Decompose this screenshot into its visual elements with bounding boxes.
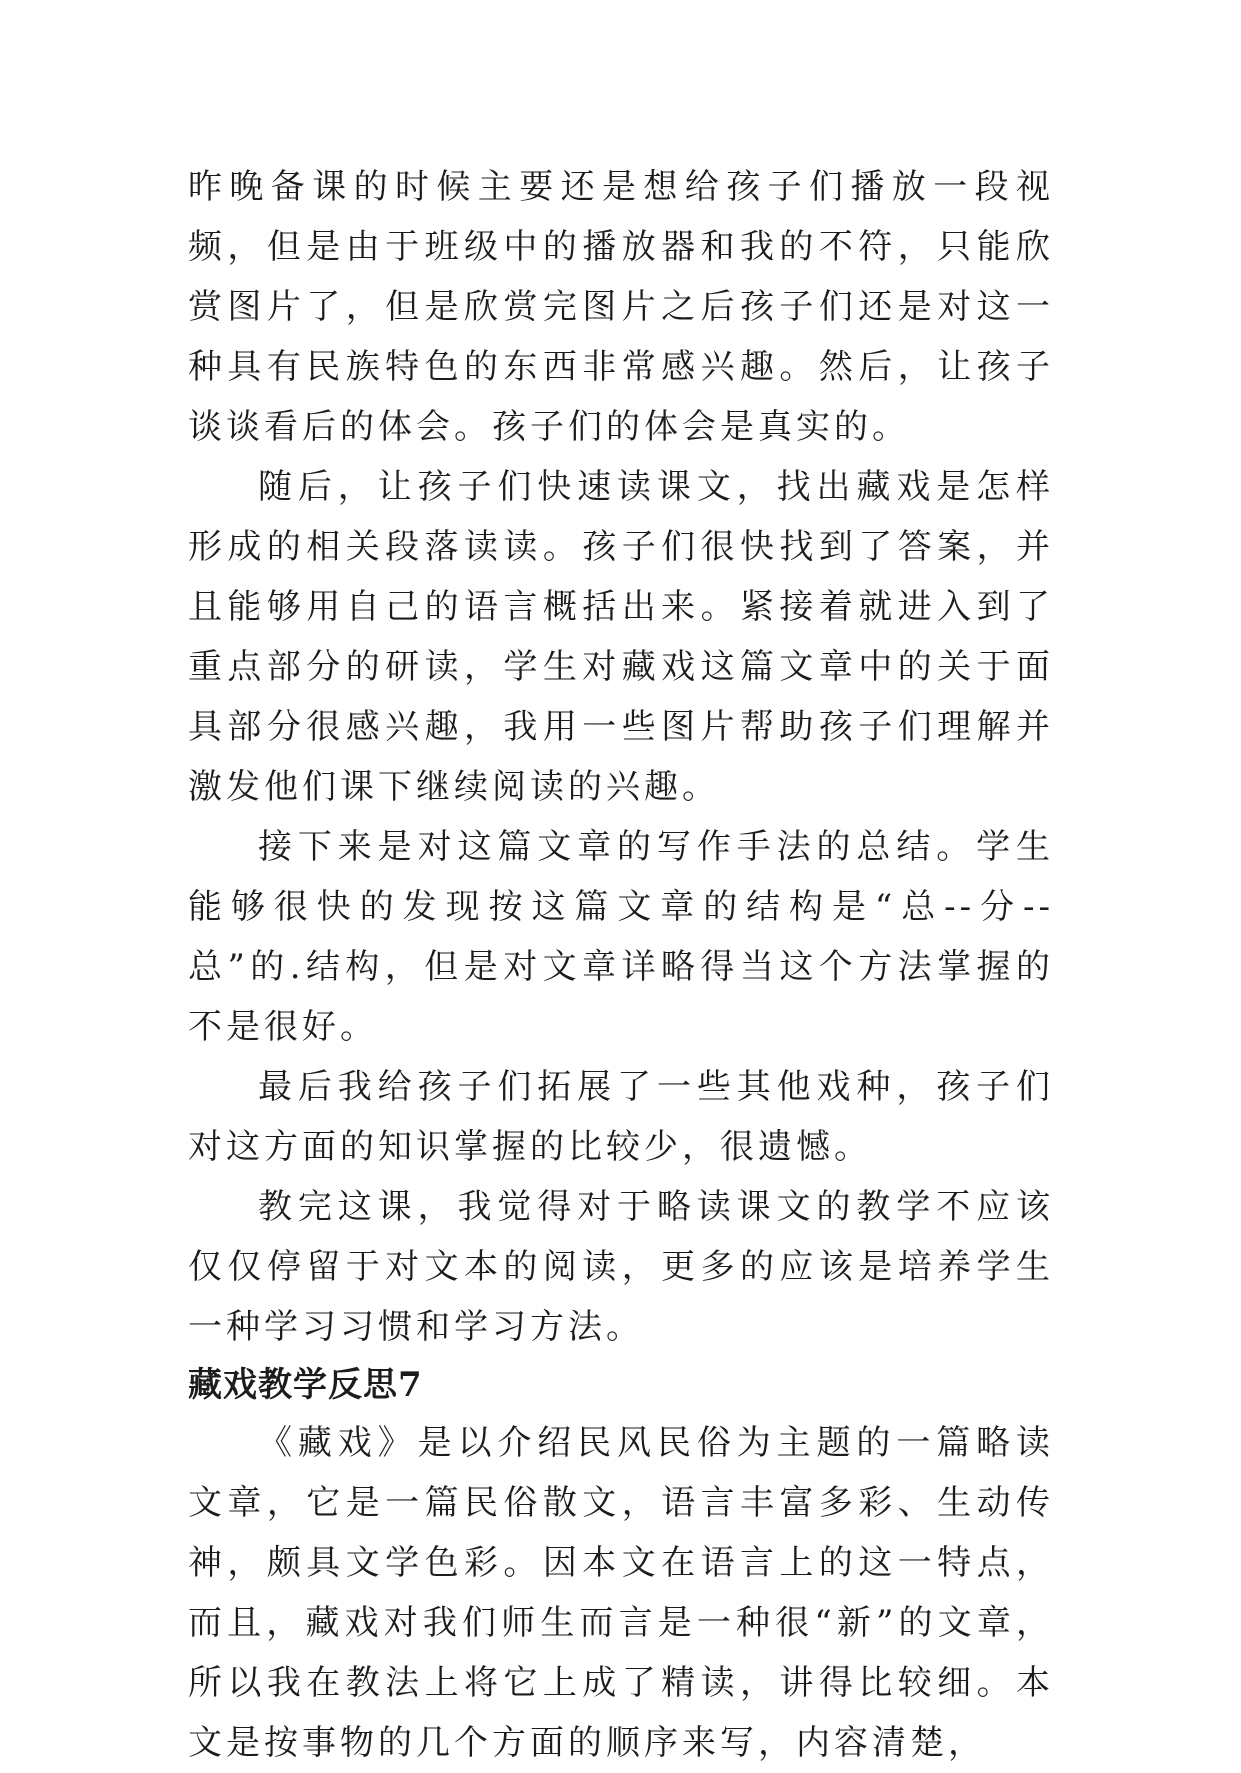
- paragraph: 《藏戏》是以介绍民风民俗为主题的一篇略读文章，它是一篇民俗散文，语言丰富多彩、生动传神，颇具文学色彩。因本文在语言上的这一特点，而且，藏戏对我们师生而言是一种很“新”的文章，所以我在教法上将它上成了精读，讲得比较细。本文是按事物的几个方面的顺序来写，内容清楚，: [188, 1423, 1054, 1763]
- document-body: [188, 157, 1054, 1773]
- paragraph: 最后我给孩子们拓展了一些其他戏种，孩子们对这方面的知识掌握的比较少，很遗憾。: [188, 1067, 1054, 1167]
- paragraph: 随后，让孩子们快速读课文，找出藏戏是怎样形成的相关段落读读。孩子们很快找到了答案，并且能够用自己的语言概括出来。紧接着就进入到了重点部分的研读，学生对藏戏这篇文章中的关于面具部分很感兴趣，我用一些图片帮助孩子们理解并激发他们课下继续阅读的兴趣。: [188, 467, 1054, 807]
- paragraph: 接下来是对这篇文章的写作手法的总结。学生能够很快的发现按这篇文章的结构是“总--分--总”的.结构，但是对文章详略得当这个方法掌握的不是很好。: [188, 827, 1054, 1047]
- section-heading: 藏戏教学反思7: [188, 1365, 423, 1405]
- paragraph-continued: 昨晚备课的时候主要还是想给孩子们播放一段视频，但是由于班级中的播放器和我的不符，只能欣赏图片了，但是欣赏完图片之后孩子们还是对这一种具有民族特色的东西非常感兴趣。然后，让孩子谈谈看后的体会。孩子们的体会是真实的。: [188, 167, 1054, 447]
- paragraph: 教完这课，我觉得对于略读课文的教学不应该仅仅停留于对文本的阅读，更多的应该是培养学生一种学习习惯和学习方法。: [188, 1187, 1054, 1347]
